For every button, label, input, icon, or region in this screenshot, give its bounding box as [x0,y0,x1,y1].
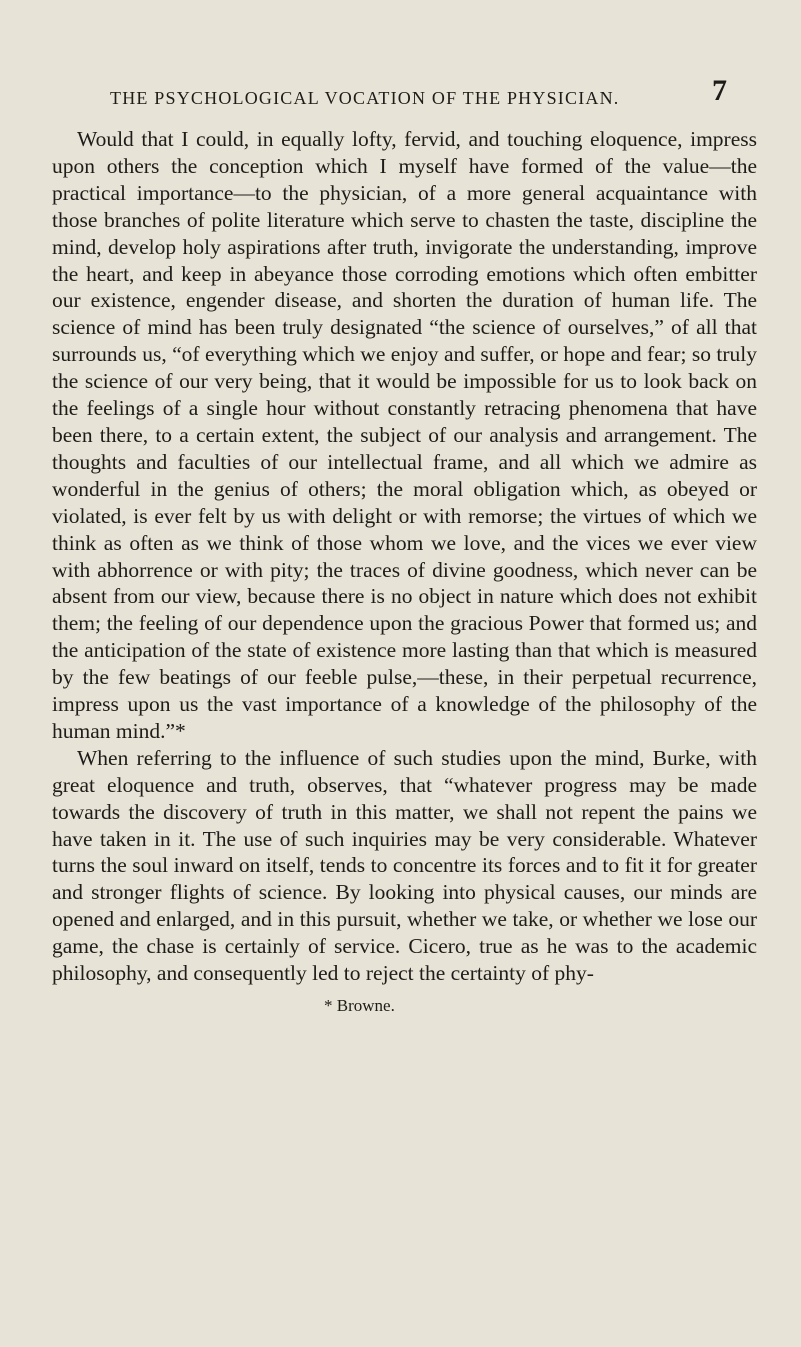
running-title: THE PSYCHOLOGICAL VOCATION OF THE PHYSICIAN. [110,88,620,108]
footnote: * Browne. [324,996,395,1015]
paragraph: Would that I could, in equally lofty, fervid, and touching eloquence, impress upon others the conception which I myself have formed of the value—the practical importance—to the physician, of a more general acquaintance with those branches of polite literature which serve to chasten the taste, discipline the mind, develop holy aspirations after truth, invigorate the understanding, improve the heart, and keep in abeyance those corroding emotions which often embitter our existence, engender disease, and shorten the duration of human life. The science of mind has been truly designated “the science of ourselves,” of all that surrounds us, “of everything which we enjoy and suffer, or hope and fear; so truly the science of our very being, that it would be impossible for us to look back on the feelings of a single hour without constantly retracing phenomena that have been there, to a certain extent, the subject of our analysis and arrangement. The thoughts and faculties of our intellectual frame, and all which we admire as wonderful in the genius of others; the moral obligation which, as obeyed or violated, is ever felt by us with delight or with remorse; the virtues of which we think as often as we think of those whom we love, and the vices we ever view with abhorrence or with pity; the traces of divine goodness, which never can be absent from our view, because there is no object in nature which does not exhibit them; the feeling of our dependence upon the gracious Power that formed us; and the anticipation of the state of existence more lasting than that which is measured by the few beatings of our feeble pulse,—these, in their perpetual recurrence, impress upon us the vast importance of a knowledge of the philosophy of the human mind.”* [52,127,757,743]
body-text [52,126,757,987]
paragraph: When referring to the influence of such studies upon the mind, Burke, with great eloquence and truth, observes, that “whatever progress may be made towards the discovery of truth in this matter, we shall not repent the pains we have taken in it. The use of such inquiries may be very considerable. Whatever turns the soul inward on itself, tends to concentre its forces and to fit it for greater and stronger flights of science. By looking into physical causes, our minds are opened and enlarged, and in this pursuit, whether we take, or whether we lose our game, the chase is certainly of service. Cicero, true as he was to the academic philosophy, and consequently led to reject the certainty of phy- [52,745,757,986]
page-header [52,76,757,116]
page-number: 7 [712,74,727,107]
